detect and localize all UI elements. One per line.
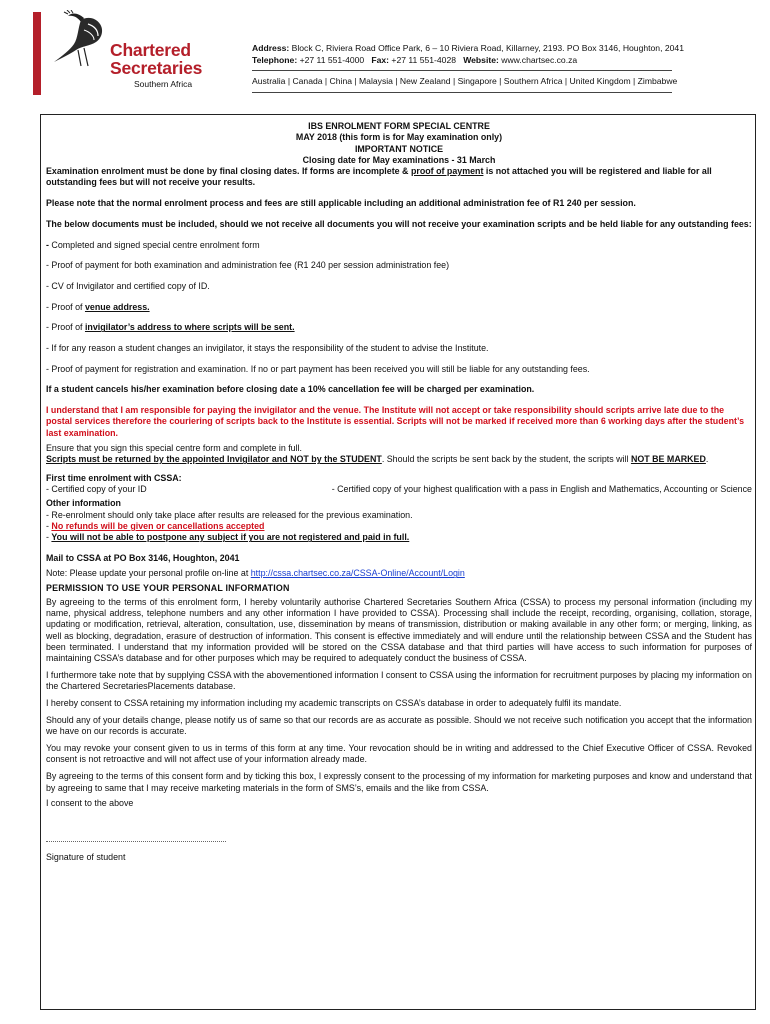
- text: . Should the scripts be sent back by the student, the scripts will: [381, 454, 631, 465]
- permission-heading: PERMISSION TO USE YOUR PERSONAL INFORMATION: [46, 582, 290, 593]
- cert-id: - Certified copy of your ID: [46, 484, 147, 495]
- telephone-value: +27 11 551-4000: [299, 55, 365, 65]
- text: Note: Please update your personal profile on-line at: [46, 568, 251, 579]
- text: Examination enrolment must be done by final closing dates. If forms are incomplete &: [46, 166, 411, 177]
- text: - Proof of: [46, 301, 85, 312]
- form-title: IBS ENROLMENT FORM SPECIAL CENTRE: [308, 121, 490, 131]
- text-underlined: venue address.: [84, 301, 150, 312]
- text-underlined: No refunds will be given or cancellations accepted: [51, 521, 265, 532]
- dash: -: [46, 532, 52, 543]
- website-value: www.chartsec.co.za: [501, 55, 578, 65]
- text-underlined: NOT BE MARKED: [630, 454, 706, 465]
- profile-link[interactable]: http://cssa.chartsec.co.za/CSSA-Online/Account/Login: [250, 568, 465, 579]
- scripts-paragraph: [46, 454, 752, 465]
- signature-label: Signature of student: [46, 851, 126, 862]
- signature-line[interactable]: [46, 841, 226, 842]
- consent-paragraph: I hereby consent to CSSA retaining my information including my academic transcripts on CSSA’s database in order to adequately fulfil its mandate.: [46, 698, 622, 709]
- logo-subtitle: Southern Africa: [134, 79, 193, 89]
- dash: -: [46, 239, 49, 250]
- website-label: Website:: [463, 55, 499, 65]
- logo-text-chartered: Chartered: [110, 40, 191, 60]
- consent-paragraph: You may revoke your consent given to us in terms of this form at any time. Your revocation should be in writing and addressed to the Chief Executive Officer of CSSA. Revoked consent is not retroactive and will not affect use of your information already made.: [46, 743, 752, 765]
- doc-item: - If for any reason a student changes an invigilator, it stays the responsibility of the student to advise the Institute.: [46, 342, 489, 353]
- text: - Proof of: [46, 322, 85, 333]
- profile-note: [46, 568, 752, 579]
- cssa-logo: [48, 10, 216, 92]
- brand-bar: [33, 12, 41, 95]
- phone-line: [252, 54, 684, 66]
- countries-line: Australia | Canada | China | Malaysia | New Zealand | Singapore | Southern Africa | United Kingdom | Zimbabwe: [252, 76, 678, 86]
- cert-qualification: - Certified copy of your highest qualification with a pass in English and Mathematics, Accounting or Science: [331, 484, 752, 495]
- consent-paragraph: By agreeing to the terms of this consent form and by ticking this box, I expressly consent to the processing of my information for marketing purposes and know and understand that by agreeing to same that I may receive marketing materials in the form of SMS’s, emails and the like from CSSA.: [46, 771, 752, 793]
- doc-item: - Proof of payment for registration and examination. If no or part payment has been received you will still be liable for any outstanding fees.: [46, 363, 590, 374]
- ensure-sign: Ensure that you sign this special centre form and complete in full.: [46, 442, 303, 453]
- address-label: Address:: [252, 43, 290, 53]
- first-time-heading: First time enrolment with CSSA:: [46, 472, 182, 483]
- letterhead: [0, 0, 770, 108]
- fees-paragraph: Please note that the normal enrolment process and fees are still applicable including an additional administration fee of R1 240 per session.: [46, 198, 636, 209]
- text: is not attached you will be registered and liable for all outstanding fees but will not receive your results.: [46, 166, 712, 188]
- fax-value: +27 11 551-4028: [391, 55, 457, 65]
- doc-item: [46, 322, 752, 333]
- text-underlined: You will not be able to postpone any subject if you are not registered and paid in full.: [51, 532, 410, 543]
- enrolment-paragraph: [46, 166, 752, 189]
- telephone-label: Telephone:: [252, 55, 298, 65]
- address-value: Block C, Riviera Road Office Park, 6 – 10 Riviera Road, Killarney, 2193. PO Box 3146, Houghton, 2041: [291, 43, 684, 53]
- text-underlined: proof of payment: [410, 166, 484, 177]
- doc-item: [46, 240, 752, 251]
- cancellation-fee: If a student cancels his/her examination before closing date a 10% cancellation fee will be charged per examination.: [46, 384, 535, 395]
- documents-paragraph: The below documents must be included, should we not receive all documents you will not receive your examination scripts and be held liable for any outstanding fees:: [46, 218, 752, 229]
- other-item: [46, 521, 752, 532]
- red-notice: I understand that I am responsible for paying the invigilator and the venue. The Institute will not accept or take responsibility should scripts arrive late due to the postal services therefore the couriering of scripts back to the Institute is essential. Scripts will not be marked if received more than 6 working days after the student’s last examination.: [46, 405, 745, 438]
- fax-label: Fax:: [371, 55, 390, 65]
- divider: [252, 70, 672, 71]
- dash: -: [46, 521, 52, 532]
- text-underlined: Scripts must be returned by the appointed Invigilator and NOT by the STUDENT: [46, 454, 382, 465]
- notice-heading: IMPORTANT NOTICE: [354, 143, 444, 154]
- other-item: - Re-enrolment should only take place after results are released for the previous examination.: [46, 509, 413, 520]
- doc-item: [46, 302, 752, 313]
- text: Completed and signed special centre enrolment form: [48, 239, 260, 250]
- closing-date: Closing date for May examinations - 31 March: [302, 154, 496, 165]
- mail-line: Mail to CSSA at PO Box 3146, Houghton, 2041: [46, 553, 240, 563]
- first-time-docs: [46, 484, 752, 495]
- consent-statement: I consent to the above: [46, 797, 134, 808]
- consent-paragraph: Should any of your details change, please notify us of same so that our records are as accurate as possible. Should we not receive such notification you accept that the information we have on our records is accurate.: [46, 715, 752, 737]
- doc-item: - Proof of payment for both examination and administration fee (R1 240 per session administration fee): [46, 260, 450, 271]
- address-line: [252, 42, 684, 54]
- doc-item: - CV of Invigilator and certified copy of ID.: [46, 280, 210, 291]
- consent-paragraph: By agreeing to the terms of this enrolment form, I hereby voluntarily authorise Chartered Secretaries Southern Africa (CSSA) to process my personal information (including my name, physical address, telephone numbers and any other information I have provided to CSSA). Processing shall include the receipt, recording, organising, collation, storage, updating or modification, retrieval, alteration, consultation, use, dissemination by means of transmission, distribution or making available in any other form; or merging, linking, as well as blocking, degradation, erasure of destruction of information. This consent is effective immediately and will endure until the relationship between CSSA and the Student has been terminated. I understand that my information provided will be stored on the CSSA database and that third parties will have access to such information for purposes of maintaining CSSA’s database and for other purposes which may be required to adequately conduct the business of CSSA.: [46, 596, 752, 664]
- text-underlined: invigilator’s address to where scripts will be sent.: [84, 322, 295, 333]
- logo-text-secretaries: Secretaries: [110, 58, 203, 78]
- consent-paragraph: I furthermore take note that by supplying CSSA with the abovementioned information I consent to CSSA using the information for recruitment purposes by placing my information on the Chartered SecretariesPlacements database.: [46, 670, 752, 692]
- enrolment-form: [40, 114, 756, 1010]
- secretary-bird-icon: [48, 10, 118, 70]
- form-subtitle: MAY 2018 (this form is for May examination only): [295, 132, 503, 143]
- text: .: [705, 454, 709, 465]
- divider: [252, 92, 672, 93]
- contact-block: [252, 42, 684, 66]
- other-item: [46, 532, 752, 543]
- other-info-heading: Other information: [46, 498, 121, 509]
